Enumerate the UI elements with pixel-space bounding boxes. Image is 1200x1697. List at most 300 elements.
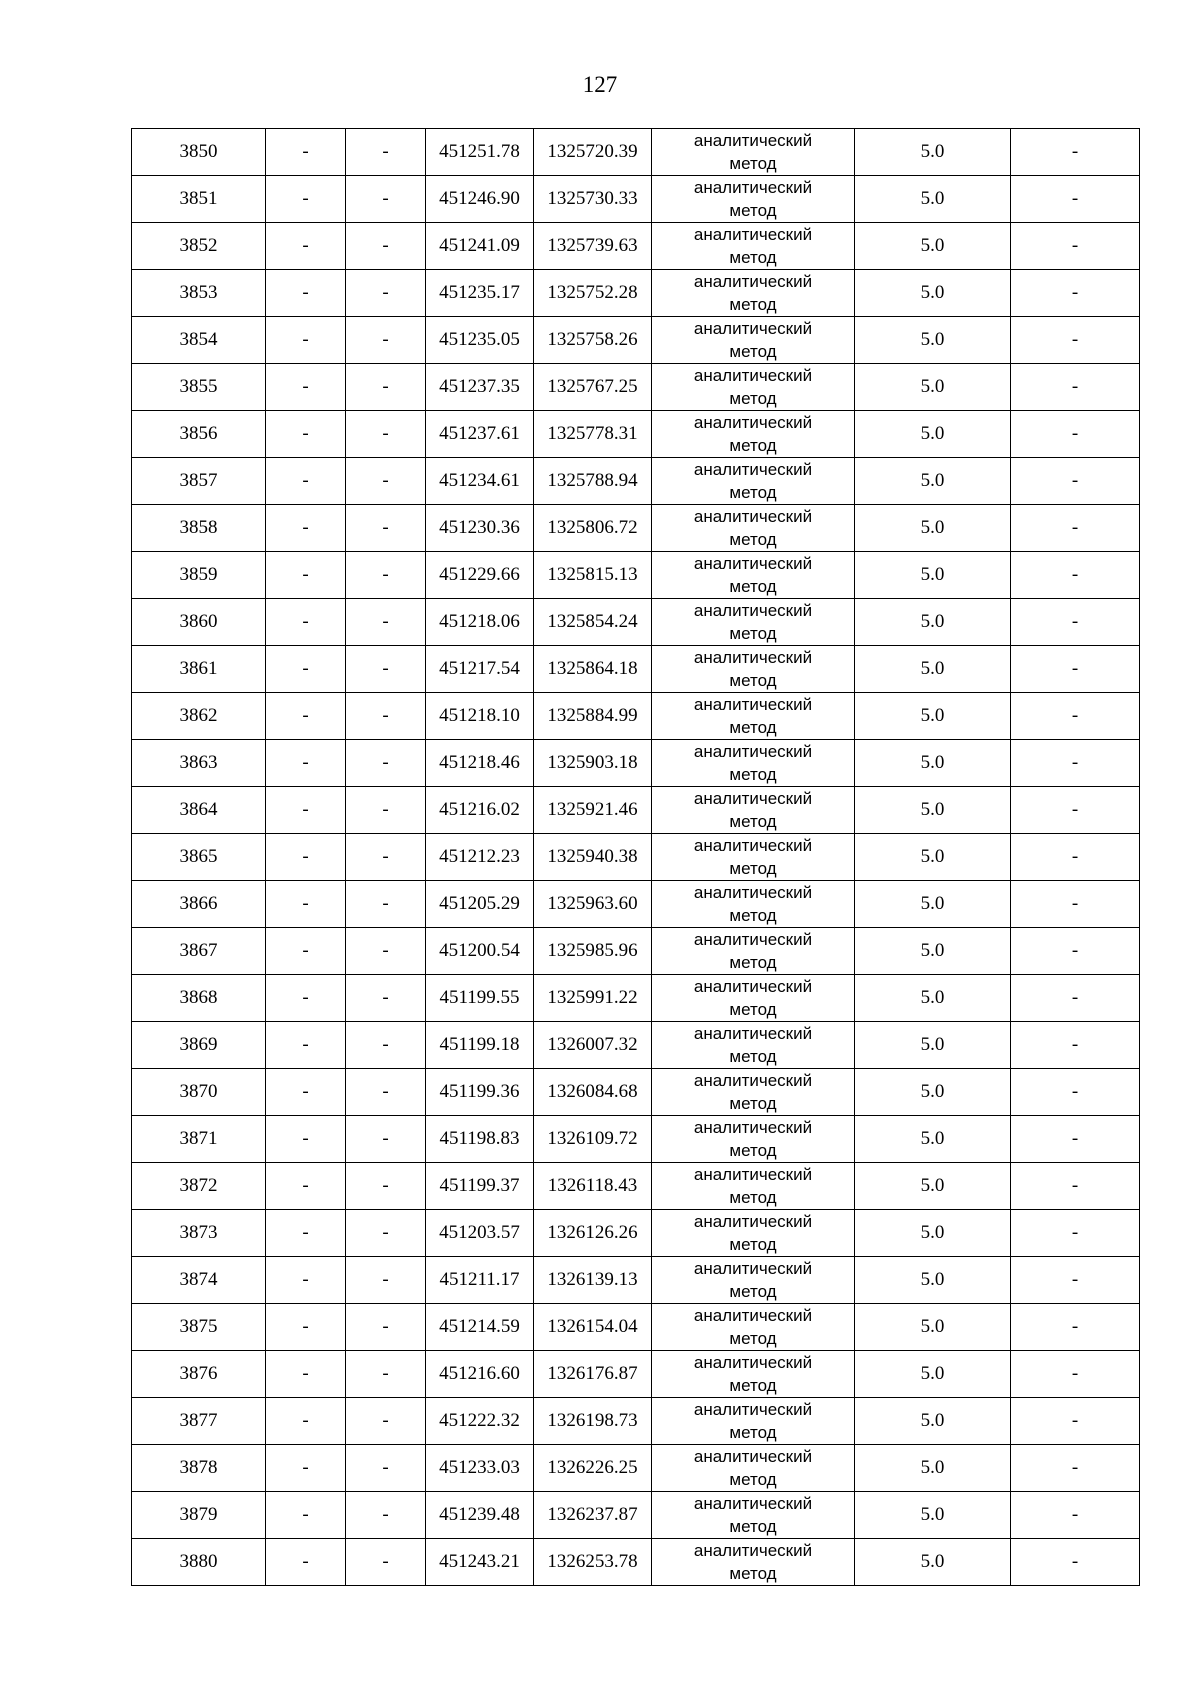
empty-dash-cell: - xyxy=(1011,1163,1140,1210)
empty-dash-cell: - xyxy=(346,1445,426,1492)
point-number-cell: 3873 xyxy=(132,1210,266,1257)
table-row xyxy=(132,928,1140,975)
method-cell xyxy=(652,599,855,646)
x-coordinate-cell: 451199.36 xyxy=(426,1069,534,1116)
empty-dash-cell: - xyxy=(346,975,426,1022)
y-coordinate-cell: 1326118.43 xyxy=(534,1163,652,1210)
method-line-1: аналитический xyxy=(693,1212,813,1231)
point-number-cell: 3870 xyxy=(132,1069,266,1116)
method-line-2: метод xyxy=(729,577,777,596)
y-coordinate-cell: 1325940.38 xyxy=(534,834,652,881)
method-cell xyxy=(652,1539,855,1586)
point-number-cell: 3862 xyxy=(132,693,266,740)
precision-cell: 5.0 xyxy=(855,364,1011,411)
method-line-2: метод xyxy=(729,1329,777,1348)
x-coordinate-cell: 451199.18 xyxy=(426,1022,534,1069)
method-line-2: метод xyxy=(729,530,777,549)
table-row xyxy=(132,975,1140,1022)
precision-cell: 5.0 xyxy=(855,1069,1011,1116)
y-coordinate-cell: 1325921.46 xyxy=(534,787,652,834)
table-row xyxy=(132,646,1140,693)
method-line-2: метод xyxy=(729,859,777,878)
table-row xyxy=(132,834,1140,881)
table-row xyxy=(132,317,1140,364)
method-line-1: аналитический xyxy=(693,977,813,996)
y-coordinate-cell: 1325720.39 xyxy=(534,129,652,176)
empty-dash-cell: - xyxy=(1011,552,1140,599)
method-line-2: метод xyxy=(729,718,777,737)
empty-dash-cell: - xyxy=(346,928,426,975)
y-coordinate-cell: 1326139.13 xyxy=(534,1257,652,1304)
method-cell xyxy=(652,270,855,317)
method-line-2: метод xyxy=(729,1141,777,1160)
empty-dash-cell: - xyxy=(1011,458,1140,505)
empty-dash-cell: - xyxy=(1011,881,1140,928)
method-line-1: аналитический xyxy=(693,836,813,855)
y-coordinate-cell: 1325806.72 xyxy=(534,505,652,552)
empty-dash-cell: - xyxy=(266,458,346,505)
empty-dash-cell: - xyxy=(266,1445,346,1492)
x-coordinate-cell: 451239.48 xyxy=(426,1492,534,1539)
empty-dash-cell: - xyxy=(1011,928,1140,975)
x-coordinate-cell: 451216.02 xyxy=(426,787,534,834)
empty-dash-cell: - xyxy=(346,1116,426,1163)
method-line-2: метод xyxy=(729,154,777,173)
x-coordinate-cell: 451198.83 xyxy=(426,1116,534,1163)
precision-cell: 5.0 xyxy=(855,505,1011,552)
empty-dash-cell: - xyxy=(266,787,346,834)
x-coordinate-cell: 451218.10 xyxy=(426,693,534,740)
empty-dash-cell: - xyxy=(1011,1492,1140,1539)
table-row xyxy=(132,176,1140,223)
method-line-2: метод xyxy=(729,389,777,408)
table-row xyxy=(132,129,1140,176)
table-row xyxy=(132,1210,1140,1257)
x-coordinate-cell: 451251.78 xyxy=(426,129,534,176)
x-coordinate-cell: 451205.29 xyxy=(426,881,534,928)
method-line-1: аналитический xyxy=(693,742,813,761)
empty-dash-cell: - xyxy=(346,1210,426,1257)
precision-cell: 5.0 xyxy=(855,552,1011,599)
method-line-1: аналитический xyxy=(693,1071,813,1090)
table-row xyxy=(132,505,1140,552)
precision-cell: 5.0 xyxy=(855,176,1011,223)
table-row xyxy=(132,1539,1140,1586)
empty-dash-cell: - xyxy=(266,552,346,599)
x-coordinate-cell: 451199.55 xyxy=(426,975,534,1022)
method-cell xyxy=(652,1257,855,1304)
empty-dash-cell: - xyxy=(266,223,346,270)
method-cell xyxy=(652,176,855,223)
x-coordinate-cell: 451241.09 xyxy=(426,223,534,270)
x-coordinate-cell: 451237.61 xyxy=(426,411,534,458)
point-number-cell: 3850 xyxy=(132,129,266,176)
method-cell xyxy=(652,1351,855,1398)
x-coordinate-cell: 451243.21 xyxy=(426,1539,534,1586)
table-row xyxy=(132,693,1140,740)
method-cell xyxy=(652,223,855,270)
empty-dash-cell: - xyxy=(1011,1257,1140,1304)
method-cell xyxy=(652,1398,855,1445)
empty-dash-cell: - xyxy=(1011,1116,1140,1163)
x-coordinate-cell: 451235.05 xyxy=(426,317,534,364)
y-coordinate-cell: 1325903.18 xyxy=(534,740,652,787)
point-number-cell: 3876 xyxy=(132,1351,266,1398)
method-line-1: аналитический xyxy=(693,601,813,620)
empty-dash-cell: - xyxy=(346,458,426,505)
y-coordinate-cell: 1325739.63 xyxy=(534,223,652,270)
empty-dash-cell: - xyxy=(1011,176,1140,223)
method-line-2: метод xyxy=(729,1564,777,1583)
empty-dash-cell: - xyxy=(266,646,346,693)
empty-dash-cell: - xyxy=(346,223,426,270)
y-coordinate-cell: 1326198.73 xyxy=(534,1398,652,1445)
empty-dash-cell: - xyxy=(346,317,426,364)
empty-dash-cell: - xyxy=(1011,693,1140,740)
x-coordinate-cell: 451217.54 xyxy=(426,646,534,693)
method-line-2: метод xyxy=(729,1517,777,1536)
empty-dash-cell: - xyxy=(1011,1445,1140,1492)
empty-dash-cell: - xyxy=(346,176,426,223)
x-coordinate-cell: 451230.36 xyxy=(426,505,534,552)
empty-dash-cell: - xyxy=(346,270,426,317)
empty-dash-cell: - xyxy=(1011,1539,1140,1586)
x-coordinate-cell: 451229.66 xyxy=(426,552,534,599)
precision-cell: 5.0 xyxy=(855,1398,1011,1445)
method-line-1: аналитический xyxy=(693,695,813,714)
x-coordinate-cell: 451218.06 xyxy=(426,599,534,646)
method-cell xyxy=(652,1492,855,1539)
y-coordinate-cell: 1326154.04 xyxy=(534,1304,652,1351)
empty-dash-cell: - xyxy=(266,1069,346,1116)
point-number-cell: 3861 xyxy=(132,646,266,693)
method-line-2: метод xyxy=(729,483,777,502)
method-line-1: аналитический xyxy=(693,225,813,244)
x-coordinate-cell: 451199.37 xyxy=(426,1163,534,1210)
x-coordinate-cell: 451233.03 xyxy=(426,1445,534,1492)
y-coordinate-cell: 1325815.13 xyxy=(534,552,652,599)
table-row xyxy=(132,1069,1140,1116)
point-number-cell: 3852 xyxy=(132,223,266,270)
precision-cell: 5.0 xyxy=(855,693,1011,740)
y-coordinate-cell: 1326084.68 xyxy=(534,1069,652,1116)
empty-dash-cell: - xyxy=(266,740,346,787)
table-row xyxy=(132,223,1140,270)
method-line-2: метод xyxy=(729,906,777,925)
table-row xyxy=(132,458,1140,505)
method-cell xyxy=(652,975,855,1022)
empty-dash-cell: - xyxy=(266,1116,346,1163)
empty-dash-cell: - xyxy=(346,1304,426,1351)
method-cell xyxy=(652,1116,855,1163)
precision-cell: 5.0 xyxy=(855,1210,1011,1257)
method-line-1: аналитический xyxy=(693,1353,813,1372)
empty-dash-cell: - xyxy=(1011,270,1140,317)
method-line-2: метод xyxy=(729,342,777,361)
method-cell xyxy=(652,129,855,176)
empty-dash-cell: - xyxy=(1011,129,1140,176)
empty-dash-cell: - xyxy=(266,1304,346,1351)
table-row xyxy=(132,552,1140,599)
x-coordinate-cell: 451246.90 xyxy=(426,176,534,223)
empty-dash-cell: - xyxy=(346,1492,426,1539)
y-coordinate-cell: 1325788.94 xyxy=(534,458,652,505)
y-coordinate-cell: 1326109.72 xyxy=(534,1116,652,1163)
method-line-2: метод xyxy=(729,1470,777,1489)
empty-dash-cell: - xyxy=(1011,1398,1140,1445)
precision-cell: 5.0 xyxy=(855,1539,1011,1586)
point-number-cell: 3864 xyxy=(132,787,266,834)
empty-dash-cell: - xyxy=(266,176,346,223)
method-cell xyxy=(652,881,855,928)
empty-dash-cell: - xyxy=(346,881,426,928)
point-number-cell: 3859 xyxy=(132,552,266,599)
y-coordinate-cell: 1325854.24 xyxy=(534,599,652,646)
x-coordinate-cell: 451222.32 xyxy=(426,1398,534,1445)
empty-dash-cell: - xyxy=(346,1069,426,1116)
method-cell xyxy=(652,1069,855,1116)
method-line-1: аналитический xyxy=(693,1447,813,1466)
y-coordinate-cell: 1325758.26 xyxy=(534,317,652,364)
table-row xyxy=(132,599,1140,646)
precision-cell: 5.0 xyxy=(855,787,1011,834)
method-cell xyxy=(652,1445,855,1492)
x-coordinate-cell: 451235.17 xyxy=(426,270,534,317)
precision-cell: 5.0 xyxy=(855,1163,1011,1210)
table-row xyxy=(132,1492,1140,1539)
method-line-2: метод xyxy=(729,1188,777,1207)
method-line-1: аналитический xyxy=(693,366,813,385)
y-coordinate-cell: 1325884.99 xyxy=(534,693,652,740)
y-coordinate-cell: 1325864.18 xyxy=(534,646,652,693)
method-line-2: метод xyxy=(729,671,777,690)
empty-dash-cell: - xyxy=(346,740,426,787)
point-number-cell: 3857 xyxy=(132,458,266,505)
empty-dash-cell: - xyxy=(346,646,426,693)
method-line-1: аналитический xyxy=(693,1541,813,1560)
empty-dash-cell: - xyxy=(346,1163,426,1210)
method-line-1: аналитический xyxy=(693,883,813,902)
precision-cell: 5.0 xyxy=(855,1116,1011,1163)
y-coordinate-cell: 1325752.28 xyxy=(534,270,652,317)
table-row xyxy=(132,1351,1140,1398)
empty-dash-cell: - xyxy=(346,1257,426,1304)
empty-dash-cell: - xyxy=(266,834,346,881)
x-coordinate-cell: 451216.60 xyxy=(426,1351,534,1398)
precision-cell: 5.0 xyxy=(855,1022,1011,1069)
y-coordinate-cell: 1325730.33 xyxy=(534,176,652,223)
y-coordinate-cell: 1326237.87 xyxy=(534,1492,652,1539)
empty-dash-cell: - xyxy=(346,834,426,881)
point-number-cell: 3853 xyxy=(132,270,266,317)
empty-dash-cell: - xyxy=(266,270,346,317)
point-number-cell: 3871 xyxy=(132,1116,266,1163)
precision-cell: 5.0 xyxy=(855,1445,1011,1492)
empty-dash-cell: - xyxy=(266,1351,346,1398)
method-line-2: метод xyxy=(729,624,777,643)
method-line-2: метод xyxy=(729,248,777,267)
empty-dash-cell: - xyxy=(1011,1069,1140,1116)
point-number-cell: 3880 xyxy=(132,1539,266,1586)
empty-dash-cell: - xyxy=(266,1163,346,1210)
empty-dash-cell: - xyxy=(266,317,346,364)
precision-cell: 5.0 xyxy=(855,1492,1011,1539)
method-line-1: аналитический xyxy=(693,648,813,667)
empty-dash-cell: - xyxy=(1011,787,1140,834)
empty-dash-cell: - xyxy=(266,1539,346,1586)
point-number-cell: 3872 xyxy=(132,1163,266,1210)
y-coordinate-cell: 1326226.25 xyxy=(534,1445,652,1492)
table-row xyxy=(132,1022,1140,1069)
empty-dash-cell: - xyxy=(1011,646,1140,693)
empty-dash-cell: - xyxy=(266,881,346,928)
empty-dash-cell: - xyxy=(266,693,346,740)
precision-cell: 5.0 xyxy=(855,881,1011,928)
empty-dash-cell: - xyxy=(346,129,426,176)
y-coordinate-cell: 1325767.25 xyxy=(534,364,652,411)
empty-dash-cell: - xyxy=(1011,599,1140,646)
x-coordinate-cell: 451218.46 xyxy=(426,740,534,787)
method-cell xyxy=(652,552,855,599)
empty-dash-cell: - xyxy=(346,411,426,458)
empty-dash-cell: - xyxy=(266,1398,346,1445)
point-number-cell: 3851 xyxy=(132,176,266,223)
point-number-cell: 3855 xyxy=(132,364,266,411)
y-coordinate-cell: 1325991.22 xyxy=(534,975,652,1022)
method-line-1: аналитический xyxy=(693,1494,813,1513)
method-line-2: метод xyxy=(729,1423,777,1442)
point-number-cell: 3874 xyxy=(132,1257,266,1304)
method-line-1: аналитический xyxy=(693,272,813,291)
method-line-1: аналитический xyxy=(693,460,813,479)
empty-dash-cell: - xyxy=(1011,1351,1140,1398)
empty-dash-cell: - xyxy=(346,1539,426,1586)
method-line-1: аналитический xyxy=(693,1118,813,1137)
point-number-cell: 3866 xyxy=(132,881,266,928)
method-line-2: метод xyxy=(729,1376,777,1395)
empty-dash-cell: - xyxy=(266,928,346,975)
y-coordinate-cell: 1326007.32 xyxy=(534,1022,652,1069)
method-line-2: метод xyxy=(729,1047,777,1066)
precision-cell: 5.0 xyxy=(855,646,1011,693)
method-line-2: метод xyxy=(729,1094,777,1113)
precision-cell: 5.0 xyxy=(855,599,1011,646)
method-cell xyxy=(652,317,855,364)
point-number-cell: 3858 xyxy=(132,505,266,552)
x-coordinate-cell: 451203.57 xyxy=(426,1210,534,1257)
point-number-cell: 3875 xyxy=(132,1304,266,1351)
page-number: 127 xyxy=(582,72,618,97)
empty-dash-cell: - xyxy=(346,1351,426,1398)
method-cell xyxy=(652,787,855,834)
precision-cell: 5.0 xyxy=(855,740,1011,787)
method-line-2: метод xyxy=(729,1235,777,1254)
empty-dash-cell: - xyxy=(346,364,426,411)
x-coordinate-cell: 451212.23 xyxy=(426,834,534,881)
empty-dash-cell: - xyxy=(346,1022,426,1069)
method-line-2: метод xyxy=(729,953,777,972)
precision-cell: 5.0 xyxy=(855,458,1011,505)
method-line-2: метод xyxy=(729,1282,777,1301)
precision-cell: 5.0 xyxy=(855,270,1011,317)
empty-dash-cell: - xyxy=(266,1022,346,1069)
table-row xyxy=(132,411,1140,458)
precision-cell: 5.0 xyxy=(855,223,1011,270)
y-coordinate-cell: 1325963.60 xyxy=(534,881,652,928)
method-line-1: аналитический xyxy=(693,131,813,150)
empty-dash-cell: - xyxy=(346,552,426,599)
y-coordinate-cell: 1326253.78 xyxy=(534,1539,652,1586)
point-number-cell: 3868 xyxy=(132,975,266,1022)
table-row xyxy=(132,881,1140,928)
method-cell xyxy=(652,458,855,505)
precision-cell: 5.0 xyxy=(855,834,1011,881)
x-coordinate-cell: 451237.35 xyxy=(426,364,534,411)
point-number-cell: 3854 xyxy=(132,317,266,364)
empty-dash-cell: - xyxy=(346,693,426,740)
method-cell xyxy=(652,646,855,693)
point-number-cell: 3865 xyxy=(132,834,266,881)
method-line-1: аналитический xyxy=(693,554,813,573)
empty-dash-cell: - xyxy=(1011,740,1140,787)
table-row xyxy=(132,270,1140,317)
method-line-2: метод xyxy=(729,295,777,314)
empty-dash-cell: - xyxy=(266,505,346,552)
empty-dash-cell: - xyxy=(1011,834,1140,881)
method-line-1: аналитический xyxy=(693,1400,813,1419)
method-line-1: аналитический xyxy=(693,413,813,432)
table-row xyxy=(132,787,1140,834)
empty-dash-cell: - xyxy=(346,599,426,646)
method-line-1: аналитический xyxy=(693,789,813,808)
y-coordinate-cell: 1325985.96 xyxy=(534,928,652,975)
point-number-cell: 3860 xyxy=(132,599,266,646)
empty-dash-cell: - xyxy=(266,599,346,646)
precision-cell: 5.0 xyxy=(855,1351,1011,1398)
precision-cell: 5.0 xyxy=(855,129,1011,176)
table-row xyxy=(132,1116,1140,1163)
point-number-cell: 3867 xyxy=(132,928,266,975)
x-coordinate-cell: 451214.59 xyxy=(426,1304,534,1351)
empty-dash-cell: - xyxy=(1011,1022,1140,1069)
empty-dash-cell: - xyxy=(1011,975,1140,1022)
precision-cell: 5.0 xyxy=(855,411,1011,458)
method-line-2: метод xyxy=(729,765,777,784)
empty-dash-cell: - xyxy=(266,1210,346,1257)
empty-dash-cell: - xyxy=(266,1492,346,1539)
table-row xyxy=(132,1257,1140,1304)
y-coordinate-cell: 1326126.26 xyxy=(534,1210,652,1257)
method-cell xyxy=(652,928,855,975)
table-row xyxy=(132,1445,1140,1492)
table-row xyxy=(132,1163,1140,1210)
empty-dash-cell: - xyxy=(266,1257,346,1304)
x-coordinate-cell: 451234.61 xyxy=(426,458,534,505)
empty-dash-cell: - xyxy=(346,505,426,552)
table-row xyxy=(132,1304,1140,1351)
method-line-1: аналитический xyxy=(693,930,813,949)
method-line-1: аналитический xyxy=(693,1306,813,1325)
method-cell xyxy=(652,834,855,881)
method-line-1: аналитический xyxy=(693,1165,813,1184)
method-cell xyxy=(652,1304,855,1351)
table-body xyxy=(132,129,1140,1586)
empty-dash-cell: - xyxy=(1011,411,1140,458)
method-line-2: метод xyxy=(729,436,777,455)
empty-dash-cell: - xyxy=(1011,505,1140,552)
empty-dash-cell: - xyxy=(266,364,346,411)
y-coordinate-cell: 1326176.87 xyxy=(534,1351,652,1398)
